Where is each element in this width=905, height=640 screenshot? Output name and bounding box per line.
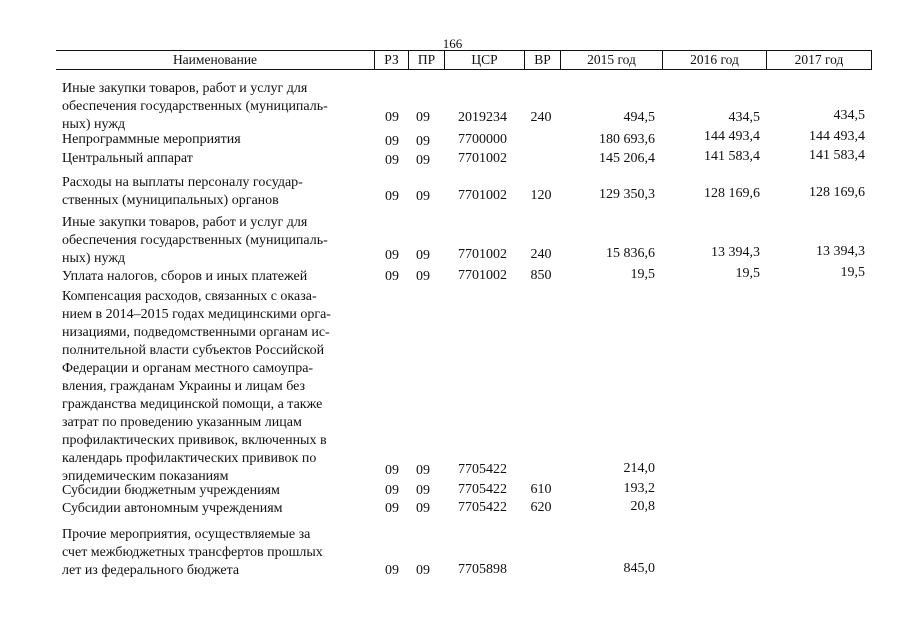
row-rz: 09 <box>385 463 399 478</box>
row-name: Непрограммные мероприятия <box>62 132 241 147</box>
row-csr: 7701002 <box>458 247 507 262</box>
row-csr: 7705422 <box>458 462 507 477</box>
row-vr: 850 <box>530 268 552 283</box>
row-pr: 09 <box>416 463 430 478</box>
row-2015: 20,8 <box>630 499 655 514</box>
row-2015: 15 836,6 <box>606 246 655 261</box>
row-name: Компенсация расходов, связанных с оказа- нием в 2014–2015 годах медицинскими орга- низациями, подведомственными органам ис- полнительной власти субъектов Российской Федерации и органам местного самоупра- вления, гражданам Украины и лицам без гражданства медицинской помощи, а также затрат по проведению указанным лицам профилактических прививок, включенных в календарь профилактических прививок по эпидемическим показаниям <box>62 289 331 484</box>
row-name: Уплата налогов, сборов и иных платежей <box>62 269 308 284</box>
page-number: 166 <box>442 36 463 51</box>
row-pr: 09 <box>416 110 430 125</box>
row-rz: 09 <box>385 110 399 125</box>
header-2015: 2015 год <box>560 51 662 69</box>
row-2016: 434,5 <box>728 110 760 125</box>
header-pr: ПР <box>408 51 444 69</box>
row-rz: 09 <box>385 269 399 284</box>
row-name: Расходы на выплаты персоналу государ- ственных (муниципальных) органов <box>62 175 303 208</box>
row-csr: 2019234 <box>458 110 507 125</box>
row-2015: 145 206,4 <box>599 151 655 166</box>
row-vr: 240 <box>530 247 552 262</box>
row-2017: 13 394,3 <box>816 244 865 259</box>
row-2017: 434,5 <box>833 108 865 123</box>
row-2017: 141 583,4 <box>809 148 865 163</box>
row-vr: 610 <box>530 482 552 497</box>
header-rz: РЗ <box>374 51 408 69</box>
row-2016: 128 169,6 <box>704 186 760 201</box>
row-pr: 09 <box>416 134 430 149</box>
row-rz: 09 <box>385 189 399 204</box>
row-vr: 120 <box>530 188 552 203</box>
header-name: Наименование <box>172 52 258 67</box>
header-vr: ВР <box>524 51 560 69</box>
table-header <box>56 50 872 70</box>
row-csr: 7705422 <box>458 482 507 497</box>
row-2016: 19,5 <box>735 266 760 281</box>
row-pr: 09 <box>416 153 430 168</box>
row-csr: 7701002 <box>458 151 507 166</box>
header-2017: 2017 год <box>766 51 872 69</box>
row-2017: 19,5 <box>840 265 865 280</box>
row-2015: 494,5 <box>623 110 655 125</box>
row-pr: 09 <box>416 483 430 498</box>
row-2017: 144 493,4 <box>809 129 865 144</box>
row-2015: 845,0 <box>623 561 655 576</box>
row-csr: 7705422 <box>458 500 507 515</box>
row-pr: 09 <box>416 501 430 516</box>
row-vr: 620 <box>530 500 552 515</box>
row-2016: 144 493,4 <box>704 129 760 144</box>
row-name: Центральный аппарат <box>62 151 193 166</box>
header-csr: ЦСР <box>444 51 524 69</box>
row-csr: 7700000 <box>458 132 507 147</box>
row-rz: 09 <box>385 153 399 168</box>
row-2016: 13 394,3 <box>711 245 760 260</box>
row-pr: 09 <box>416 269 430 284</box>
row-name: Прочие мероприятия, осуществляемые за счет межбюджетных трансфертов прошлых лет из федерального бюджета <box>62 527 323 578</box>
row-name: Субсидии бюджетным учреждениям <box>62 483 280 498</box>
header-2016: 2016 год <box>662 51 766 69</box>
row-2015: 214,0 <box>623 461 655 476</box>
row-name: Иные закупки товаров, работ и услуг для обеспечения государственных (муниципаль- ных) нужд <box>62 81 328 132</box>
row-2015: 180 693,6 <box>599 132 655 147</box>
row-rz: 09 <box>385 134 399 149</box>
row-pr: 09 <box>416 248 430 263</box>
row-name: Иные закупки товаров, работ и услуг для обеспечения государственных (муниципаль- ных) нужд <box>62 215 328 266</box>
row-vr: 240 <box>530 110 552 125</box>
row-2015: 19,5 <box>630 267 655 282</box>
row-csr: 7705898 <box>458 562 507 577</box>
row-2015: 193,2 <box>623 481 655 496</box>
row-rz: 09 <box>385 563 399 578</box>
row-rz: 09 <box>385 501 399 516</box>
row-2015: 129 350,3 <box>599 187 655 202</box>
row-2017: 128 169,6 <box>809 185 865 200</box>
row-rz: 09 <box>385 248 399 263</box>
row-pr: 09 <box>416 189 430 204</box>
row-csr: 7701002 <box>458 268 507 283</box>
row-2016: 141 583,4 <box>704 149 760 164</box>
row-rz: 09 <box>385 483 399 498</box>
row-name: Субсидии автономным учреждениям <box>62 501 283 516</box>
row-csr: 7701002 <box>458 188 507 203</box>
row-pr: 09 <box>416 563 430 578</box>
